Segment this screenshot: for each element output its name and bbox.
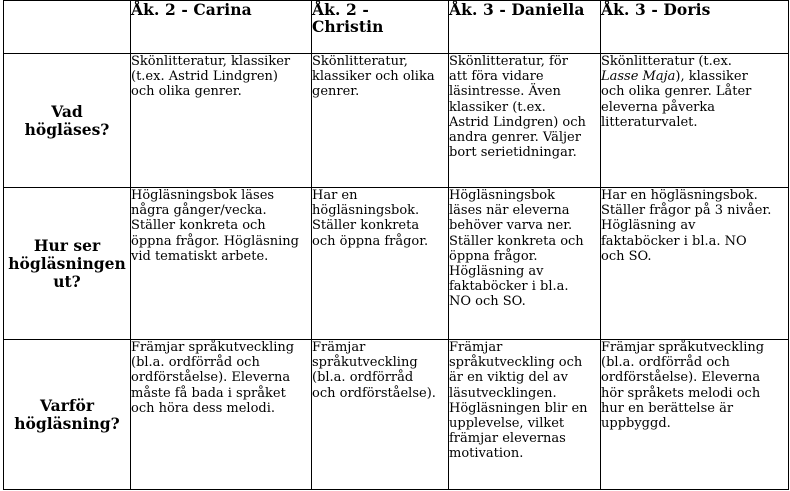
cell-line: ordförståelse). Eleverna	[601, 370, 761, 386]
comparison-table	[3, 0, 789, 490]
cell-line-with-title: Lasse Maja), klassiker	[601, 69, 748, 85]
cell-line: upplevelse, vilket	[449, 416, 565, 432]
row-header-text: ut?	[53, 271, 81, 291]
cell-line: och olika genrer. Låter	[601, 84, 752, 100]
row-header-text: Varför	[40, 395, 94, 415]
cell-varfor-doris	[601, 340, 789, 490]
cell-line: Ställer konkreta och	[449, 233, 584, 249]
cell-hur-daniella	[449, 188, 601, 340]
cell-line: NO och SO.	[449, 294, 526, 310]
row-header-vad	[4, 54, 131, 188]
cell-hur-carina	[131, 188, 312, 340]
table-row-vad	[4, 54, 789, 188]
cell-line: Högläsningsbok	[449, 188, 555, 203]
cell-line: språkutveckling	[312, 355, 418, 371]
cell-line: Främjar	[449, 340, 503, 355]
column-header-text: Åk. 2 -	[312, 0, 369, 19]
cell-line: och olika genrer.	[131, 84, 242, 100]
cell-line: öppna frågor.	[449, 248, 538, 264]
cell-line: måste få bada i språket	[131, 385, 286, 401]
row-header-text: högläsning?	[14, 413, 120, 433]
cell-line: högläsningsbok.	[312, 203, 420, 219]
cell-line: ordförståelse). Eleverna	[131, 370, 291, 386]
cell-line: faktaböcker i bl.a. NO	[601, 233, 747, 249]
cell-line: motivation.	[449, 446, 524, 462]
cell-line: språkutveckling och	[449, 355, 583, 371]
cell-line: eleverna påverka	[601, 99, 716, 115]
cell-line: läses när eleverna	[449, 203, 570, 219]
cell-line: Högläsningsbok läses	[131, 188, 275, 203]
header-row	[4, 1, 789, 54]
cell-line: öppna frågor. Högläsning	[131, 233, 299, 249]
cell-vad-doris	[601, 54, 789, 188]
cell-line: (bl.a. ordförråd	[312, 370, 414, 386]
cell-line: hur en berättelse är	[601, 400, 734, 416]
cell-line: uppbyggd.	[601, 416, 671, 432]
cell-line: Skönlitteratur, klassiker	[131, 54, 291, 69]
cell-line: behöver varva ner.	[449, 218, 573, 234]
cell-line: Har en	[312, 188, 358, 203]
cell-line: Har en högläsningsbok.	[601, 188, 758, 203]
cell-line: och SO.	[601, 248, 652, 264]
cell-line: (bl.a. ordförråd och	[131, 355, 260, 371]
cell-line: främjar elevernas	[449, 431, 566, 447]
cell-line: Ställer konkreta	[312, 218, 420, 234]
column-header-carina	[131, 1, 312, 54]
table-row-varfor	[4, 340, 789, 490]
cell-line: klassiker och olika	[312, 69, 435, 85]
column-header-daniella	[449, 1, 601, 54]
row-header-varfor	[4, 340, 131, 490]
cell-line: att föra vidare	[449, 69, 544, 85]
cell-hur-doris	[601, 188, 789, 340]
book-title: Lasse Maja	[601, 69, 676, 85]
table-row-hur	[4, 188, 789, 340]
cell-line: Högläsning av	[449, 264, 544, 280]
cell-line: Skönlitteratur,	[312, 54, 408, 69]
cell-line: och ordförståelse).	[312, 385, 436, 401]
cell-line: Främjar	[312, 340, 366, 355]
cell-line: bort serietidningar.	[449, 145, 577, 161]
cell-line: Främjar språkutveckling	[601, 340, 765, 355]
cell-line: och höra dess melodi.	[131, 400, 276, 416]
row-header-text: Vad	[51, 101, 83, 121]
cell-line: (bl.a. ordförråd och	[601, 355, 730, 371]
column-header-text: Åk. 3 - Doris	[601, 0, 711, 19]
cell-line: läsintresse. Även	[449, 84, 561, 100]
cell-line: läsutvecklingen.	[449, 385, 557, 401]
column-header-text: Åk. 2 - Carina	[131, 0, 252, 19]
cell-varfor-daniella	[449, 340, 601, 490]
cell-line: genrer.	[312, 84, 360, 100]
cell-line: Ställer konkreta och	[131, 218, 266, 234]
cell-line: är en viktig del av	[449, 370, 568, 386]
corner-cell	[4, 1, 131, 54]
cell-line: Högläsning av	[601, 218, 696, 234]
cell-line: Främjar språkutveckling	[131, 340, 295, 355]
cell-line: andra genrer. Väljer	[449, 130, 581, 146]
cell-line: Astrid Lindgren) och	[449, 114, 586, 130]
column-header-text: Åk. 3 - Daniella	[449, 0, 585, 19]
cell-line: hör språkets melodi och	[601, 385, 761, 401]
cell-line: Ställer frågor på 3 nivåer.	[601, 203, 772, 219]
row-header-text: högläsningen	[8, 253, 126, 273]
cell-line: Skönlitteratur (t.ex.	[601, 54, 732, 69]
cell-vad-carina	[131, 54, 312, 188]
cell-line: och öppna frågor.	[312, 233, 429, 249]
cell-line: vid tematiskt arbete.	[131, 248, 269, 264]
cell-vad-christin	[312, 54, 449, 188]
row-header-text: högläses?	[24, 119, 110, 139]
column-header-doris	[601, 1, 789, 54]
cell-hur-christin	[312, 188, 449, 340]
row-header-hur	[4, 188, 131, 340]
cell-line: Högläsningen blir en	[449, 400, 588, 416]
column-header-text: Christin	[312, 17, 384, 36]
column-header-christin	[312, 1, 449, 54]
cell-line: Skönlitteratur, för	[449, 54, 568, 69]
cell-varfor-carina	[131, 340, 312, 490]
cell-vad-daniella	[449, 54, 601, 188]
cell-line: litteraturvalet.	[601, 114, 698, 130]
cell-line: några gånger/vecka.	[131, 203, 267, 219]
cell-varfor-christin	[312, 340, 449, 490]
cell-line: (t.ex. Astrid Lindgren)	[131, 69, 278, 85]
cell-line: faktaböcker i bl.a.	[449, 279, 569, 295]
row-header-text: Hur ser	[33, 235, 101, 255]
cell-line: klassiker (t.ex.	[449, 99, 546, 115]
